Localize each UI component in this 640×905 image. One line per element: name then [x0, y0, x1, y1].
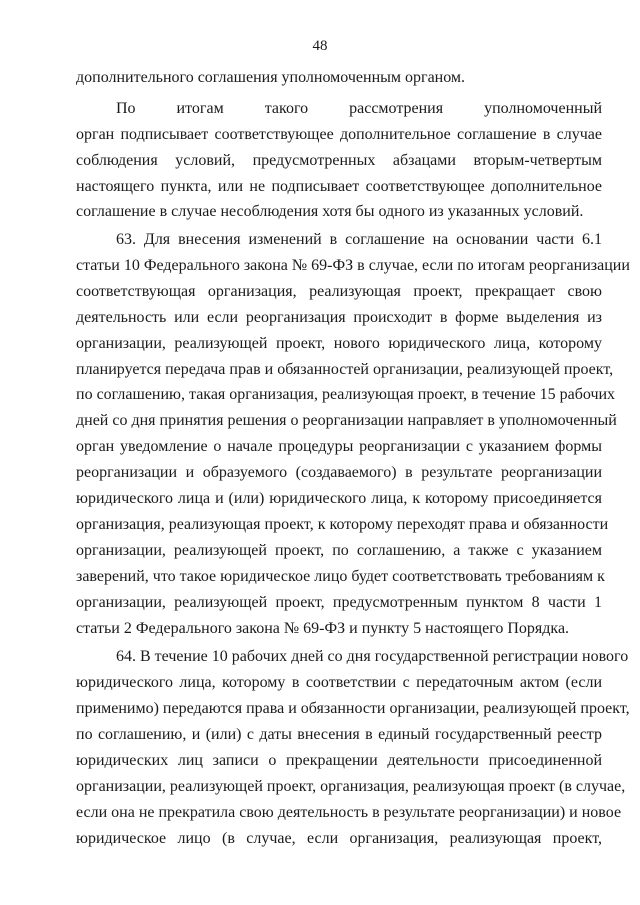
text-line: юридических лиц записи о прекращении деятельности присоединенной [76, 752, 602, 769]
text-line: юридического лица и (или) юридического лица, к которому присоединяется [76, 490, 602, 507]
text-line: дополнительного соглашения уполномоченным органом. [76, 69, 466, 86]
text-line: юридическое лицо (в случае, если организация, реализующая проект, [76, 830, 602, 847]
text-line: если она не прекратила свою деятельность в результате реорганизации) и новое [76, 804, 622, 821]
text-line: организации, реализующей проект, нового юридического лица, которому [76, 335, 602, 352]
text-line: реорганизации и образуемого (создаваемого) в результате реорганизации [76, 464, 602, 481]
text-line: соблюдения условий, предусмотренных абзацами вторым-четвертым [76, 152, 602, 169]
text-line: статьи 2 Федерального закона № 69-ФЗ и пункту 5 настоящего Порядка. [76, 620, 570, 637]
text-line: планируется передача прав и обязанностей организации, реализующей проект, [76, 361, 614, 378]
text-line: 63. Для внесения изменений в соглашение на основании части 6.1 [116, 231, 602, 248]
text-line: орган подписывает соответствующее дополнительное соглашение в случае [76, 126, 602, 143]
text-line: организации, реализующей проект, по соглашению, а также с указанием [76, 542, 602, 559]
text-line: юридического лица, которому в соответствии с передаточным актом (если [76, 674, 602, 691]
text-line: организация, реализующая проект, к которому переходят права и обязанности [76, 516, 609, 533]
text-line: по соглашению, и (или) с даты внесения в единый государственный реестр [76, 726, 602, 743]
text-line: По итогам такого рассмотрения уполномоченный [116, 100, 602, 117]
text-line: по соглашению, такая организация, реализующая проект, в течение 15 рабочих [76, 386, 616, 403]
text-line: заверений, что такое юридическое лицо будет соответствовать требованиям к [76, 568, 605, 585]
text-line: статьи 10 Федерального закона № 69-ФЗ в случае, если по итогам реорганизации [76, 257, 630, 274]
text-line: дней со дня принятия решения о реорганизации направляет в уполномоченный [76, 412, 617, 429]
text-line: деятельность или если реорганизация происходит в форме выделения из [76, 309, 602, 326]
text-line: орган уведомление о начале процедуры реорганизации с указанием формы [76, 438, 602, 455]
text-line: применимо) передаются права и обязанности организации, реализующей проект, [76, 700, 630, 717]
text-line: соответствующая организация, реализующая проект, прекращает свою [76, 283, 602, 300]
text-line: соглашение в случае несоблюдения хотя бы одного из указанных условий. [76, 203, 584, 220]
text-line: организации, реализующей проект, организация, реализующая проект (в случае, [76, 778, 626, 795]
text-line: настоящего пункта, или не подписывает соответствующее дополнительное [76, 178, 602, 195]
text-line: 64. В течение 10 рабочих дней со дня государственной регистрации нового [116, 648, 629, 665]
page-number: 48 [312, 38, 328, 54]
text-line: организации, реализующей проект, предусмотренным пунктом 8 части 1 [76, 594, 602, 611]
